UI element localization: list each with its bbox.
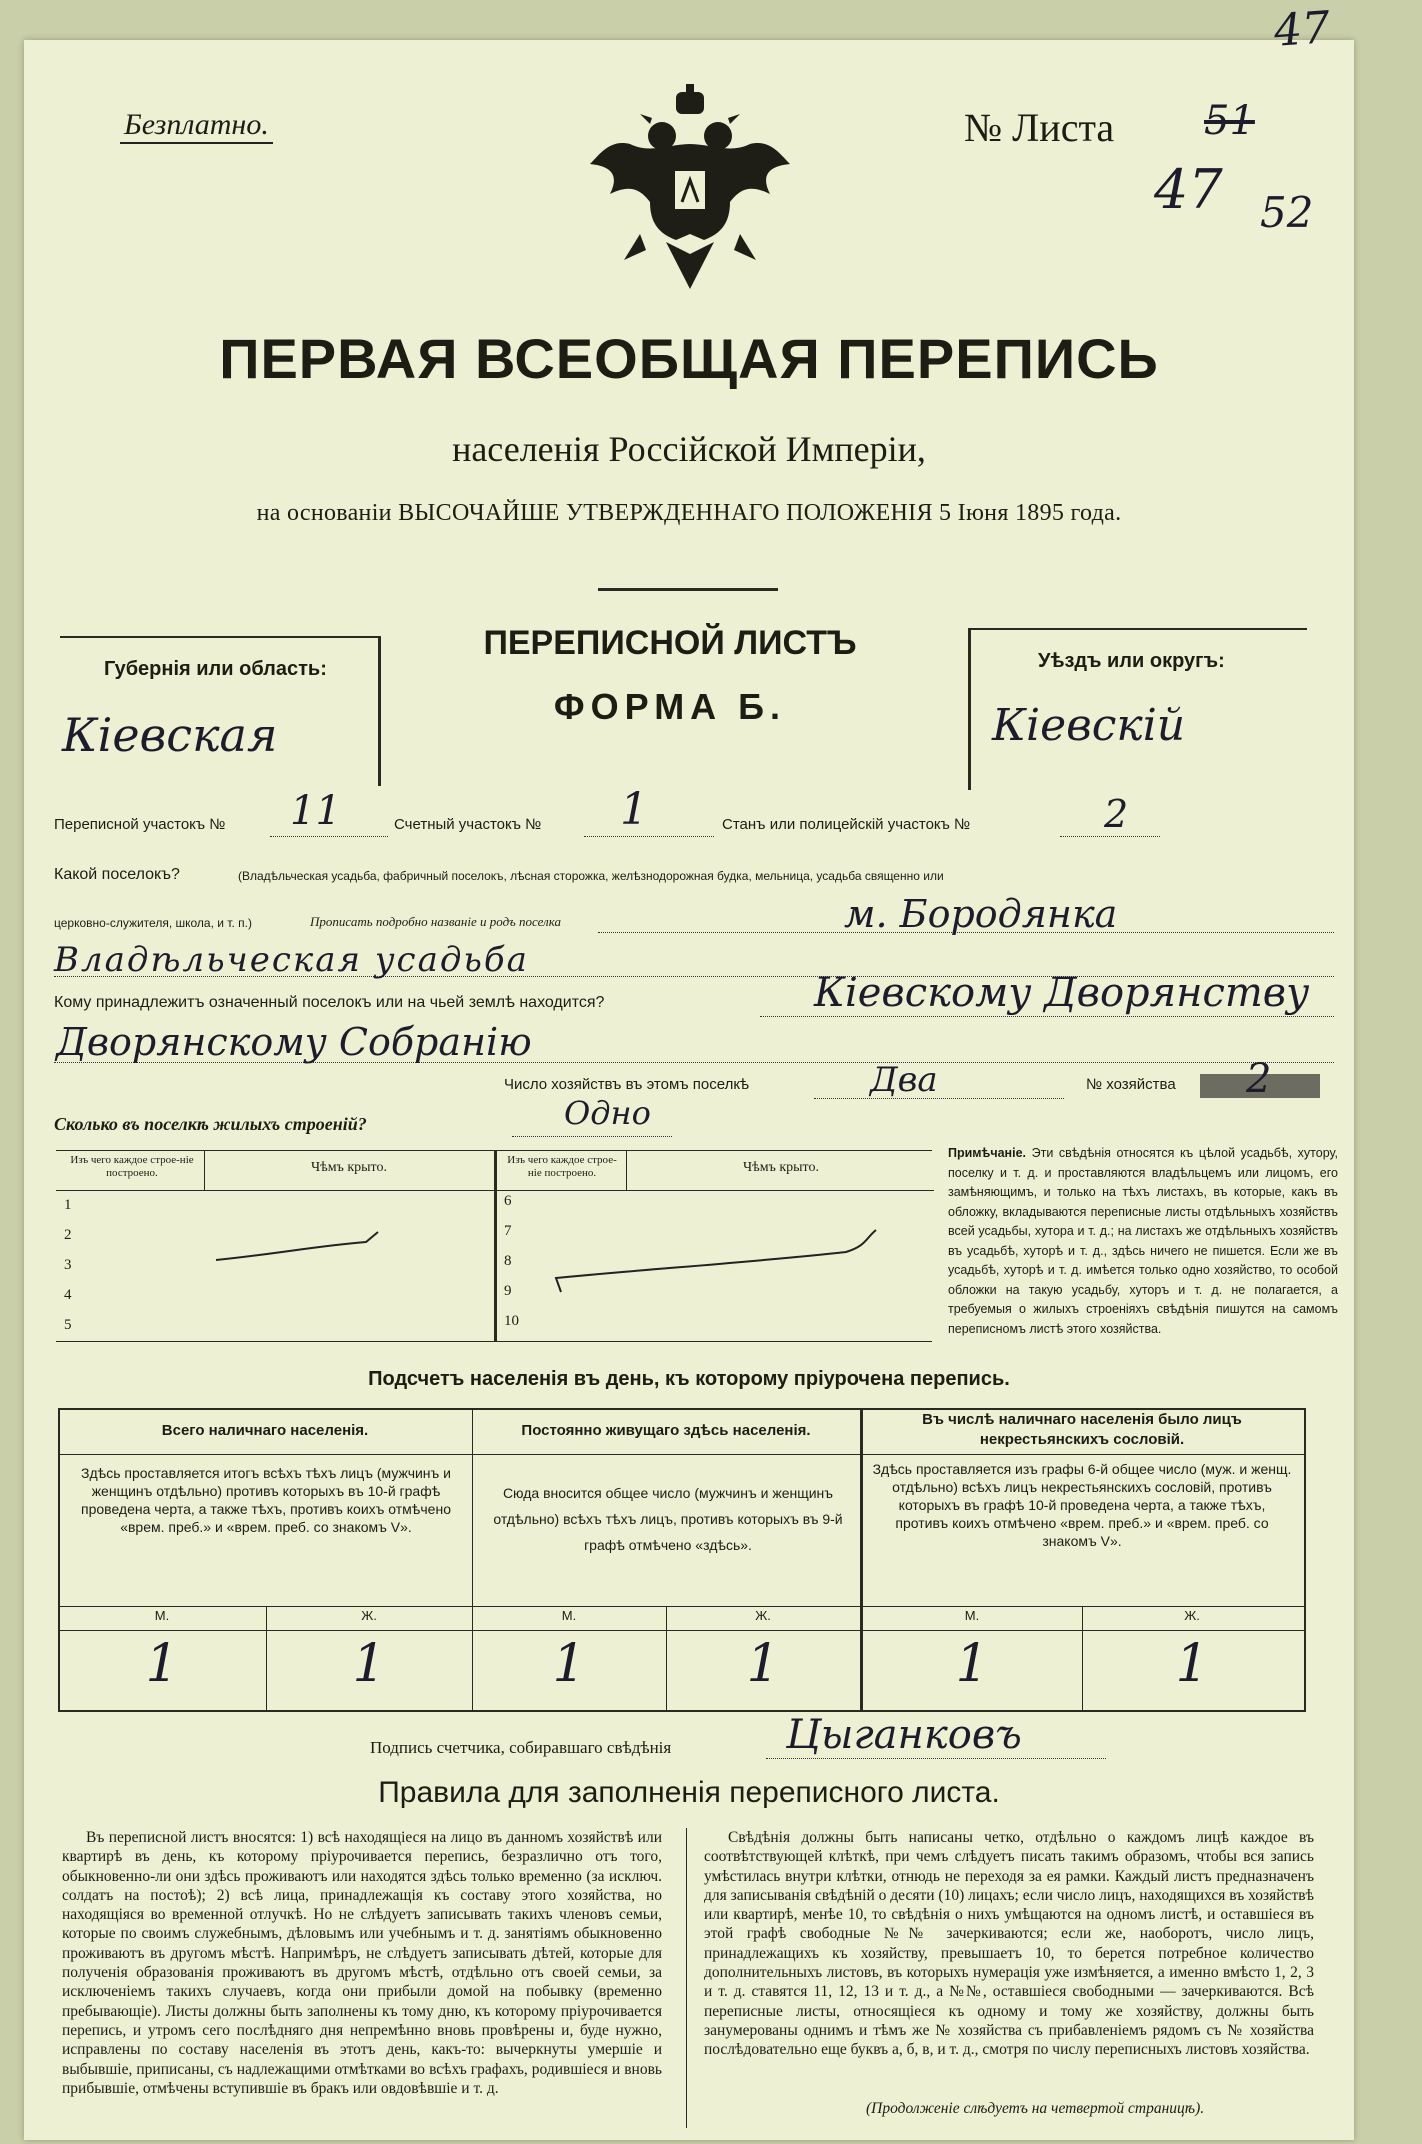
col-roof-header-2: Чѣмъ крыто. (743, 1160, 819, 1175)
note-label: Примѣчаніе. (948, 1146, 1026, 1160)
row-number: 6 (504, 1193, 512, 1209)
col-roof-header: Чѣмъ крыто. (311, 1160, 387, 1175)
row-number: 3 (64, 1257, 72, 1273)
stan-label: Станъ или полицейскій участокъ № (722, 816, 971, 833)
sheet-number-value: 47 (1154, 158, 1223, 221)
signature-label: Подпись счетчика, собиравшаго свѣдѣнія (370, 1738, 672, 1757)
rules-right-column: Свѣдѣнія должны быть написаны четко, отдѣльно о каждомъ лицѣ каждое въ соотвѣтствующей клѣткѣ, при чемъ слѣдуетъ писать такимъ образомъ, чтобы вся запись умѣстилась внутри клѣтки, отнюдь не переходя за ея рамки. Каждый листъ предназначенъ для записыванія свѣдѣній о десяти (10) лицахъ; если число лицъ, находящихся въ хозяйствѣ или квартирѣ, менѣе 10, то свѣдѣнія о нихъ умѣщаются на одномъ листѣ, и оставшіеся въ этой графѣ свободные №№ зачеркиваются; если же, наоборотъ, число лицъ, принадлежащихъ къ хозяйству, превышаетъ 10, то берется потребное количество дополнительныхъ листовъ, въ которыхъ нумерація уже измѣняется, а именно вмѣсто 1, 2, 3 и т. д. ставятся 11, 12, 13 и т. д., а №№, оставшіеся свободными — зачеркиваются. Всѣ переписные листы, относящіеся къ одному и тому же хозяйству, должны быть занумерованы однимъ и тѣмъ же № хозяйства съ прибавленіемъ рядомъ съ № хозяйства послѣдовательно еще буквъ а, б, в, и т. д., смотря по числу переписныхъ листовъ хозяйства. (704, 1829, 1314, 2059)
count-value: 1 (955, 1634, 989, 1694)
owner-value-2: Дворянскому Собранію (56, 1020, 532, 1064)
gubernia-label: Губернія или область: (104, 658, 327, 680)
owner-value: Кіевскому Дворянству (814, 970, 1310, 1016)
row-number: 7 (504, 1223, 512, 1239)
poselok-type-value: Владѣльческая усадьба (54, 940, 529, 980)
row-number: 8 (504, 1253, 512, 1269)
count-desc-noncrest: Здѣсь проставляется изъ графы 6-й общее число (муж. и женщ. отдѣльно) всѣхъ лицъ некрестьянскихъ сословій, противъ которыхъ въ графѣ 10-й проведена черта, а также тѣхъ, противъ коихъ отмѣчено «врем. преб.» и «врем. преб. со знакомъ V». (872, 1461, 1292, 1549)
col-zh: Ж. (361, 1608, 377, 1623)
row-number: 10 (504, 1313, 519, 1329)
buildings-value: Одно (564, 1094, 651, 1132)
census-sheet (24, 2, 1354, 2140)
household-no-label: № хозяйства (1086, 1076, 1176, 1093)
count-header-total: Всего наличнаго населенія. (161, 1422, 369, 1439)
form-subtitle: ФОРМА Б. (553, 686, 787, 727)
count-desc-total: Здѣсь проставляется итогъ всѣхъ тѣхъ лицъ (мужчинъ и женщинъ отдѣльно) противъ которыхъ въ 10-й графѣ проведена черта, а также тѣхъ, противъ коихъ отмѣчено «врем. преб.» и «врем. преб. со знакомъ V». (81, 1465, 451, 1535)
count-value: 1 (552, 1634, 586, 1694)
poselok-hint-2: церковно-служителя, школа, и т. п.) (54, 916, 252, 930)
row-number: 9 (504, 1283, 512, 1299)
count-value: 1 (1175, 1634, 1209, 1694)
row-number: 4 (64, 1287, 72, 1303)
buildings-label: Сколько въ поселкѣ жилыхъ строеній? (54, 1114, 367, 1134)
households-label: Число хозяйствъ въ этомъ поселкѣ (504, 1076, 750, 1093)
schetny-label: Счетный участокъ № (394, 816, 542, 833)
cancel-strokes (56, 1190, 934, 1340)
count-header-permanent: Постоянно живущаго здѣсь населенія. (521, 1422, 811, 1439)
page-title: ПЕРВАЯ ВСЕОБЩАЯ ПЕРЕПИСЬ (219, 327, 1159, 390)
note-text: Эти свѣдѣнія относятся къ цѣлой усадьбѣ, хутору, поселку и т. д. и проставляются владѣльцемъ или лицомъ, его замѣняющимъ, и только на тѣхъ листахъ, въ которые, какъ въ обложку, вкладываются переписные листы отдѣльныхъ хозяйствъ всей усадьбы, хутора и т. д.; на листахъ же отдѣльныхъ хозяйствъ въ усадьбѣ, хуторѣ и т. д., здѣсь ничего не пишется. Если же въ усадьбѣ, хуторѣ и т. д. имѣется только одно хозяйство, то особой обложки на такую усадьбу, хуторъ и т. д. не полагается, а требуемыя о жилыхъ строеніяхъ свѣдѣнія пишутся на самомъ переписномъ листѣ этого хозяйства. (948, 1146, 1338, 1336)
gubernia-value: Кіевская (62, 708, 278, 762)
households-value: Два (870, 1060, 938, 1100)
count-value: 1 (746, 1634, 780, 1694)
poselok-label: Какой поселокъ? (54, 866, 180, 883)
divider (598, 588, 778, 591)
rules-continued: (Продолженіе слѣдуетъ на четвертой страницѣ). (866, 2100, 1205, 2117)
sheet-number-label: № Листа (964, 105, 1115, 150)
page-subtitle: населенія Россійской Имперіи, (452, 429, 926, 469)
schetny-value: 1 (620, 784, 648, 835)
col-zh: Ж. (755, 1608, 771, 1623)
count-desc-permanent: Сюда вносится общее число (мужчинъ и женщинъ отдѣльно) всѣхъ тѣхъ лицъ, противъ которыхъ въ 9-й графѣ отмѣчено «здѣсь». (493, 1485, 843, 1553)
uezd-value: Кіевскій (992, 700, 1186, 751)
perepisnoy-label: Переписной участокъ № (54, 816, 226, 833)
row-number: 5 (64, 1317, 72, 1333)
col-m: М. (154, 1608, 170, 1623)
perepisnoy-value: 11 (290, 788, 341, 834)
count-value: 1 (145, 1634, 179, 1694)
form-title: ПЕРЕПИСНОЙ ЛИСТЪ (483, 624, 857, 662)
rules-title: Правила для заполненія переписного листа. (378, 1776, 1000, 1809)
basis-line: на основаніи ВЫСОЧАЙШЕ УТВЕРЖДЕННАГО ПОЛОЖЕНІЯ 5 Іюня 1895 года. (256, 500, 1122, 526)
sheet-number-old: 51 (1204, 98, 1255, 144)
double-headed-eagle-icon (580, 84, 800, 304)
poselok-hint: (Владѣльческая усадьба, фабричный поселокъ, лѣсная сторожка, желѣзнодорожная будка, мельница, усадьба священно или (238, 869, 944, 883)
signature-value: Цыганковъ (786, 1712, 1022, 1758)
uezd-label: Уѣздъ или округъ: (1038, 650, 1225, 672)
col-m: М. (964, 1608, 980, 1623)
note (948, 1144, 1338, 1339)
poselok-instruction: Прописать подробно названіе и родъ поселка (310, 914, 561, 929)
col-material-header: Изъ чего каждое строе-ніе построено. (70, 1154, 194, 1179)
col-zh: Ж. (1184, 1608, 1200, 1623)
row-number: 1 (64, 1197, 72, 1213)
row-number: 2 (64, 1227, 72, 1243)
household-no-value: 2 (1246, 1056, 1272, 1102)
count-value: 1 (352, 1634, 386, 1694)
stan-value: 2 (1104, 792, 1129, 836)
count-title: Подсчетъ населенія въ день, къ которому пріурочена перепись. (368, 1368, 1010, 1390)
sheet-number-alt: 52 (1260, 188, 1314, 237)
col-m: М. (561, 1608, 577, 1623)
corner-number: 47 (1272, 2, 1332, 57)
rules-left-column: Въ переписной листъ вносятся: 1) всѣ находящіеся на лицо въ данномъ хозяйствѣ или квартирѣ въ день, къ которому пріурочивается перепись, безразлично отъ того, обыкновенно-ли они здѣсь проживаютъ или находятся здѣсь только временно (за исключ. солдатъ на постоѣ); 2) всѣ лица, принадлежащія къ составу этого хозяйства, но находящіяся во временной отлучкѣ. Но не слѣдуетъ записывать такихъ членовъ семьи, которые по своимъ служебнымъ, дѣловымъ или учебнымъ и т. д. занятіямъ обыкновенно проживаютъ въ другомъ мѣстѣ. Напримѣръ, не слѣдуетъ записывать дѣтей, которые для полученія образованія проживаютъ въ другомъ мѣстѣ, отдѣльно отъ своей семьи, за исключеніемъ такихъ случаевъ, когда они прибыли домой на побывку (временно пребывающіе). Листы должны быть заполнены къ тому дню, къ которому пріурочивается перепись, и утромъ сего послѣдняго дня непремѣнно вновь провѣрены и, буде нужно, исправлены по составу населенія въ этотъ день, какъ-то: вычеркнуты умершіе и выбывшіе, приписаны, съ надлежащими отмѣтками во всѣхъ графахъ, родившіеся и вновь прибывшіе, отмѣчены вступившіе въ бракъ или овдовѣвшіе и т. д. (62, 1829, 662, 2097)
free-label: Безплатно. (120, 108, 273, 144)
poselok-value: м. Бородянка (844, 892, 1118, 936)
count-header-noncrest: Въ числѣ наличнаго населенія было лицъ некрестьянскихъ сословій. (922, 1411, 1242, 1448)
col-material-header-2: Изъ чего каждое строе-ніе построено. (507, 1154, 617, 1179)
owner-label: Кому принадлежитъ означенный поселокъ или на чьей землѣ находится? (54, 994, 605, 1011)
